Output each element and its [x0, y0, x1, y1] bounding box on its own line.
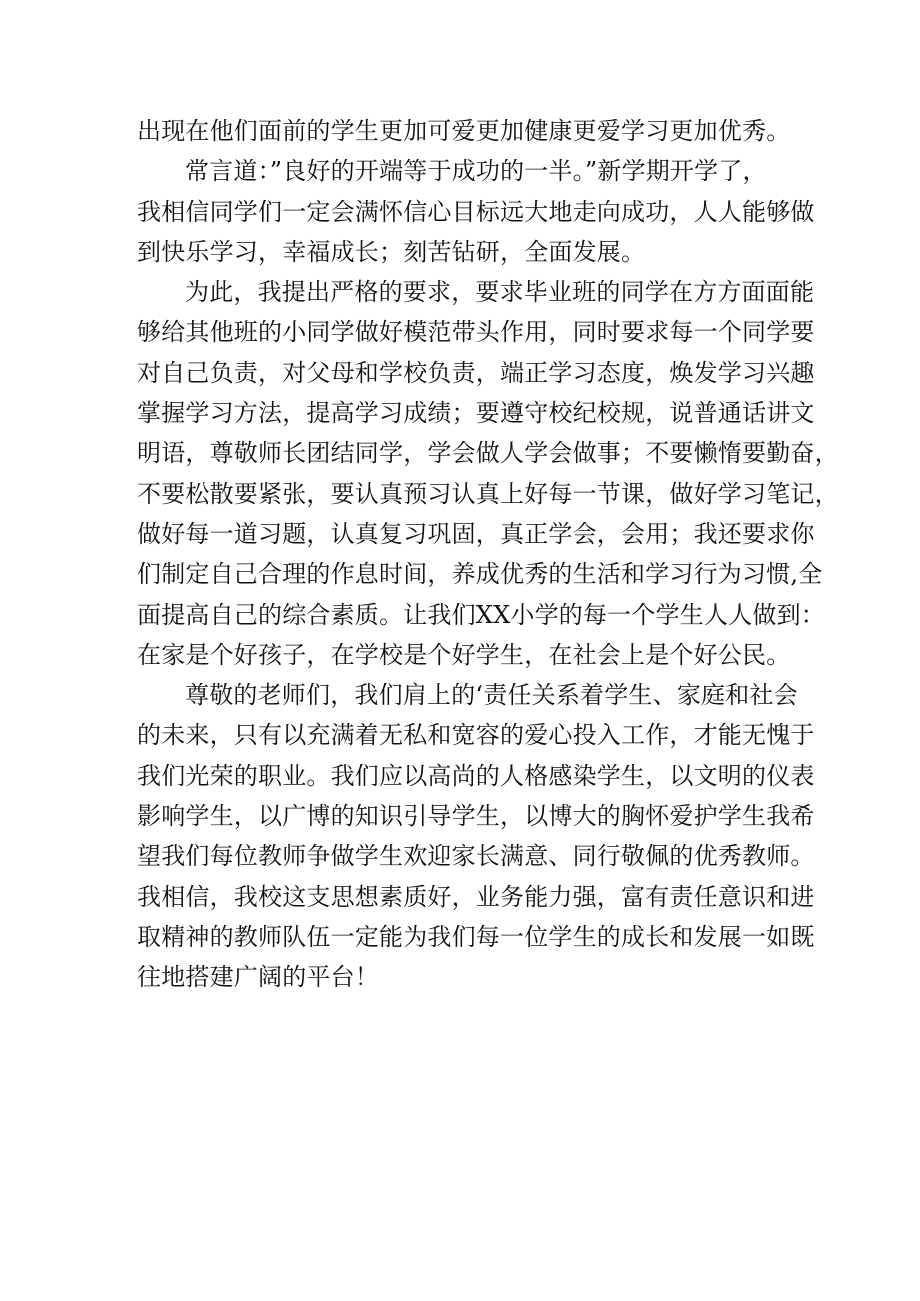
text-line: 到快乐学习，幸福成长；刻苦钻研，全面发展。 [137, 237, 646, 266]
text-line: 对自己负责，对父母和学校负责，端正学习态度，焕发学习兴趣 [137, 358, 815, 387]
text-line: 在家是个好孩子，在学校是个好学生，在社会上是个好公民。 [137, 640, 791, 669]
paragraph-start-line: 为此，我提出严格的要求，要求毕业班的同学在方方面面能 [185, 278, 815, 307]
text-line: 们制定自己合理的作息时间，养成优秀的生活和学习行为习惯,全 [137, 560, 823, 589]
text-line: 掌握学习方法，提高学习成绩；要遵守校纪校规，说普通话讲文 [137, 399, 815, 428]
text-line: 望我们每位教师争做学生欢迎家长满意、同行敬佩的优秀教师。 [137, 842, 815, 871]
text-line: 影响学生，以广博的知识引导学生，以博大的胸怀爱护学生我希 [137, 802, 815, 831]
text-line: 出现在他们面前的学生更加可爱更加健康更爱学习更加优秀。 [137, 117, 791, 145]
paragraph-start-line: 常言道：”良好的开端等于成功的一半。”新学期开学了， [185, 157, 767, 186]
text-line: 做好每一道习题，认真复习巩固，真正学会，会用；我还要求你 [137, 519, 815, 548]
text-line: 面提高自己的综合素质。让我们XX小学的每一个学生人人做到： [137, 600, 825, 629]
text-line: 不要松散要紧张，要认真预习认真上好每一节课，做好学习笔记， [137, 479, 839, 508]
text-line: 明语，尊敬师长团结同学，学会做人学会做事；不要懒惰要勤奋， [137, 439, 839, 468]
text-line: 我们光荣的职业。我们应以高尚的人格感染学生，以文明的仪表 [137, 761, 815, 790]
document-body [137, 111, 839, 998]
text-line: 往地搭建广阔的平台！ [137, 963, 379, 992]
text-line: 我相信，我校这支思想素质好，业务能力强，富有责任意识和进 [137, 882, 815, 911]
paragraph-start-line: 尊敬的老师们，我们肩上的‘责任关系着学生、家庭和社会 [185, 681, 798, 710]
text-line: 够给其他班的小同学做好模范带头作用，同时要求每一个同学要 [137, 318, 815, 347]
text-line: 我相信同学们一定会满怀信心目标远大地走向成功，人人能够做 [137, 197, 815, 226]
text-line: 取精神的教师队伍一定能为我们每一位学生的成长和发展一如既 [137, 922, 815, 951]
text-line: 的未来，只有以充满着无私和宽容的爱心投入工作，才能无愧于 [137, 721, 815, 750]
